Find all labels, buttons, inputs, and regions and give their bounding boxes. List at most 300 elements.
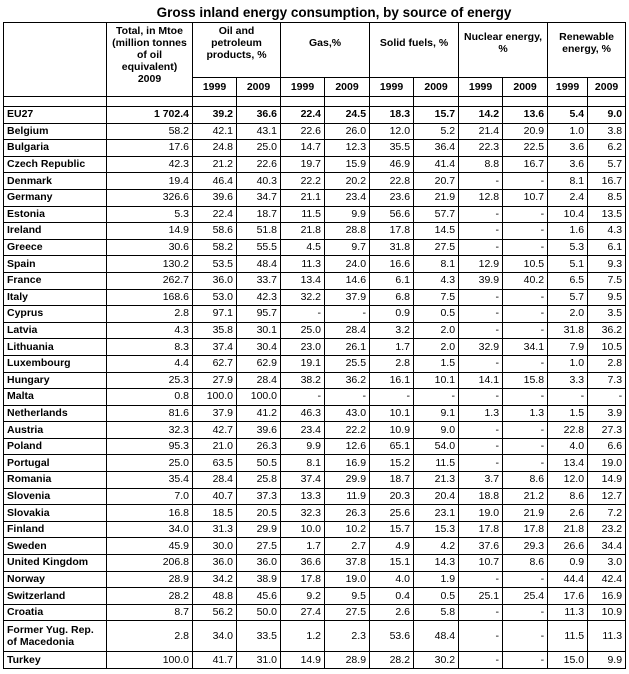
value-cell: - <box>503 306 548 323</box>
value-cell: 1.3 <box>503 405 548 422</box>
value-cell: 14.1 <box>459 372 503 389</box>
value-cell: 17.8 <box>503 521 548 538</box>
table-row <box>4 123 626 140</box>
value-cell: 34.1 <box>503 339 548 356</box>
table-row <box>4 256 626 273</box>
year-header: 1999 <box>193 78 237 97</box>
value-cell: 100.0 <box>107 652 193 669</box>
value-cell: 53.0 <box>193 289 237 306</box>
value-cell: - <box>459 306 503 323</box>
value-cell: 2.8 <box>107 621 193 652</box>
value-cell: 0.4 <box>370 588 414 605</box>
value-cell: 20.7 <box>414 173 459 190</box>
value-cell: 42.7 <box>193 422 237 439</box>
value-cell: 51.8 <box>237 223 281 240</box>
value-cell: 42.4 <box>588 571 626 588</box>
value-cell: 16.9 <box>588 588 626 605</box>
header-oil: Oil and petroleum products, % <box>193 23 281 78</box>
value-cell: 25.0 <box>237 140 281 157</box>
value-cell: - <box>459 322 503 339</box>
value-cell: 28.9 <box>325 652 370 669</box>
table-row <box>4 405 626 422</box>
value-cell: - <box>459 223 503 240</box>
value-cell: 9.9 <box>281 438 325 455</box>
value-cell: 14.9 <box>107 223 193 240</box>
value-cell: 54.0 <box>414 438 459 455</box>
value-cell: 0.5 <box>414 306 459 323</box>
country-cell: EU27 <box>4 107 107 124</box>
value-cell: 1.7 <box>370 339 414 356</box>
country-cell: Czech Republic <box>4 156 107 173</box>
table-row <box>4 173 626 190</box>
country-cell: Switzerland <box>4 588 107 605</box>
value-cell: 2.7 <box>325 538 370 555</box>
value-cell: 8.8 <box>459 156 503 173</box>
value-cell: 22.4 <box>281 107 325 124</box>
value-cell: 28.8 <box>325 223 370 240</box>
value-cell: 8.1 <box>548 173 588 190</box>
value-cell: 1 702.4 <box>107 107 193 124</box>
value-cell: 53.5 <box>193 256 237 273</box>
value-cell: 22.8 <box>548 422 588 439</box>
header-corner-lower <box>4 78 107 97</box>
value-cell: 34.4 <box>588 538 626 555</box>
country-cell: Netherlands <box>4 405 107 422</box>
value-cell: 28.4 <box>193 472 237 489</box>
value-cell: 42.3 <box>237 289 281 306</box>
value-cell: - <box>459 422 503 439</box>
value-cell: 37.8 <box>325 555 370 572</box>
value-cell: - <box>459 355 503 372</box>
table-row <box>4 604 626 621</box>
value-cell: - <box>414 389 459 406</box>
value-cell: 2.0 <box>414 339 459 356</box>
country-cell: Sweden <box>4 538 107 555</box>
value-cell: 16.7 <box>503 156 548 173</box>
value-cell: 9.5 <box>325 588 370 605</box>
value-cell: 28.2 <box>107 588 193 605</box>
country-cell: Malta <box>4 389 107 406</box>
table-row <box>4 621 626 652</box>
value-cell: 32.2 <box>281 289 325 306</box>
value-cell: 15.9 <box>325 156 370 173</box>
value-cell: 4.4 <box>107 355 193 372</box>
value-cell: 8.1 <box>281 455 325 472</box>
value-cell: 1.5 <box>414 355 459 372</box>
value-cell: 12.7 <box>588 488 626 505</box>
value-cell: 11.5 <box>414 455 459 472</box>
table-row <box>4 223 626 240</box>
value-cell: 34.7 <box>237 189 281 206</box>
value-cell: 13.6 <box>503 107 548 124</box>
value-cell: 23.4 <box>281 422 325 439</box>
value-cell: 19.4 <box>107 173 193 190</box>
value-cell: 168.6 <box>107 289 193 306</box>
table-row <box>4 372 626 389</box>
value-cell: 15.8 <box>503 372 548 389</box>
country-cell: Luxembourg <box>4 355 107 372</box>
value-cell: 21.2 <box>503 488 548 505</box>
value-cell: 16.8 <box>107 505 193 522</box>
value-cell: 17.6 <box>548 588 588 605</box>
value-cell: 39.2 <box>193 107 237 124</box>
value-cell: 11.9 <box>325 488 370 505</box>
value-cell: 31.3 <box>193 521 237 538</box>
value-cell: 5.2 <box>414 123 459 140</box>
value-cell: 8.7 <box>107 604 193 621</box>
value-cell: - <box>548 389 588 406</box>
document <box>3 0 625 669</box>
table-row <box>4 156 626 173</box>
value-cell: 3.9 <box>588 405 626 422</box>
value-cell: 36.0 <box>193 272 237 289</box>
value-cell: 17.8 <box>370 223 414 240</box>
value-cell: 28.9 <box>107 571 193 588</box>
value-cell: 20.3 <box>370 488 414 505</box>
value-cell: 26.1 <box>325 339 370 356</box>
value-cell: 5.7 <box>548 289 588 306</box>
value-cell: 3.2 <box>370 322 414 339</box>
value-cell: 2.6 <box>370 604 414 621</box>
value-cell: 31.8 <box>548 322 588 339</box>
value-cell: 18.7 <box>370 472 414 489</box>
value-cell: 2.8 <box>370 355 414 372</box>
country-cell: Croatia <box>4 604 107 621</box>
value-cell: 58.6 <box>193 223 237 240</box>
value-cell: 11.3 <box>281 256 325 273</box>
value-cell: - <box>459 438 503 455</box>
country-cell: Estonia <box>4 206 107 223</box>
value-cell: 14.9 <box>588 472 626 489</box>
value-cell: 23.4 <box>325 189 370 206</box>
value-cell: 37.6 <box>459 538 503 555</box>
value-cell: 8.6 <box>548 488 588 505</box>
value-cell: 1.9 <box>414 571 459 588</box>
value-cell: 12.9 <box>459 256 503 273</box>
value-cell: 43.0 <box>325 405 370 422</box>
value-cell: - <box>459 455 503 472</box>
value-cell: 9.9 <box>588 652 626 669</box>
table-row <box>4 652 626 669</box>
country-cell: United Kingdom <box>4 555 107 572</box>
value-cell: 2.0 <box>548 306 588 323</box>
value-cell: - <box>503 239 548 256</box>
value-cell: 45.9 <box>107 538 193 555</box>
value-cell: 23.6 <box>370 189 414 206</box>
value-cell: 1.6 <box>548 223 588 240</box>
value-cell: 12.8 <box>459 189 503 206</box>
value-cell: 9.9 <box>325 206 370 223</box>
value-cell: 0.9 <box>548 555 588 572</box>
value-cell: 1.3 <box>459 405 503 422</box>
country-cell: Hungary <box>4 372 107 389</box>
value-cell: 39.9 <box>459 272 503 289</box>
value-cell: 27.5 <box>237 538 281 555</box>
year-header: 1999 <box>459 78 503 97</box>
value-cell: 55.5 <box>237 239 281 256</box>
value-cell: 8.6 <box>503 472 548 489</box>
value-cell: 27.5 <box>414 239 459 256</box>
value-cell: 10.5 <box>503 256 548 273</box>
value-cell: 15.2 <box>370 455 414 472</box>
table-row <box>4 455 626 472</box>
value-cell: - <box>281 306 325 323</box>
value-cell: - <box>459 571 503 588</box>
value-cell: 14.2 <box>459 107 503 124</box>
value-cell: 7.0 <box>107 488 193 505</box>
value-cell: - <box>325 389 370 406</box>
value-cell: 6.5 <box>548 272 588 289</box>
country-cell: Slovakia <box>4 505 107 522</box>
value-cell: 22.5 <box>503 140 548 157</box>
table-title: Gross inland energy consumption, by source of energy <box>156 5 512 20</box>
value-cell: 57.7 <box>414 206 459 223</box>
value-cell: 2.4 <box>548 189 588 206</box>
value-cell: 9.5 <box>588 289 626 306</box>
value-cell: 29.9 <box>237 521 281 538</box>
table-row <box>4 438 626 455</box>
table-row <box>4 140 626 157</box>
value-cell: 22.3 <box>459 140 503 157</box>
value-cell: 37.4 <box>281 472 325 489</box>
value-cell: 130.2 <box>107 256 193 273</box>
value-cell: 37.3 <box>237 488 281 505</box>
value-cell: 62.9 <box>237 355 281 372</box>
value-cell: 50.5 <box>237 455 281 472</box>
value-cell: 12.3 <box>325 140 370 157</box>
value-cell: 26.3 <box>237 438 281 455</box>
value-cell: 36.2 <box>588 322 626 339</box>
value-cell: 53.6 <box>370 621 414 652</box>
value-cell: 95.7 <box>237 306 281 323</box>
value-cell: 13.5 <box>588 206 626 223</box>
value-cell: - <box>459 621 503 652</box>
country-cell <box>4 621 107 652</box>
value-cell: 4.2 <box>414 538 459 555</box>
value-cell: 43.1 <box>237 123 281 140</box>
value-cell: 326.6 <box>107 189 193 206</box>
value-cell: 1.7 <box>281 538 325 555</box>
value-cell: 21.8 <box>281 223 325 240</box>
value-cell: 14.9 <box>281 652 325 669</box>
value-cell: - <box>503 223 548 240</box>
value-cell: 62.7 <box>193 355 237 372</box>
value-cell: 1.0 <box>548 123 588 140</box>
value-cell: - <box>281 389 325 406</box>
value-cell: 25.1 <box>459 588 503 605</box>
table-row <box>4 322 626 339</box>
value-cell: 4.0 <box>548 438 588 455</box>
value-cell: - <box>459 289 503 306</box>
value-cell: 25.6 <box>370 505 414 522</box>
value-cell: 15.3 <box>414 521 459 538</box>
year-header: 2009 <box>237 78 281 97</box>
value-cell: 25.5 <box>325 355 370 372</box>
value-cell: 30.2 <box>414 652 459 669</box>
value-cell: 6.6 <box>588 438 626 455</box>
value-cell: 20.9 <box>503 123 548 140</box>
table-row <box>4 555 626 572</box>
value-cell: 14.3 <box>414 555 459 572</box>
value-cell: - <box>459 652 503 669</box>
value-cell: 33.7 <box>237 272 281 289</box>
value-cell: 22.2 <box>325 422 370 439</box>
value-cell: 206.8 <box>107 555 193 572</box>
header-gas: Gas,% <box>281 23 370 78</box>
value-cell: 23.0 <box>281 339 325 356</box>
value-cell: 34.2 <box>193 571 237 588</box>
value-cell: 0.9 <box>370 306 414 323</box>
value-cell: 63.5 <box>193 455 237 472</box>
value-cell: 16.9 <box>325 455 370 472</box>
value-cell: 7.5 <box>414 289 459 306</box>
header-corner <box>4 23 107 78</box>
value-cell: 35.8 <box>193 322 237 339</box>
value-cell: 32.3 <box>281 505 325 522</box>
country-cell: Greece <box>4 239 107 256</box>
table-row <box>4 239 626 256</box>
value-cell: 50.0 <box>237 604 281 621</box>
value-cell: 8.3 <box>107 339 193 356</box>
value-cell: - <box>503 355 548 372</box>
value-cell: 36.6 <box>281 555 325 572</box>
value-cell: 11.5 <box>548 621 588 652</box>
value-cell: 8.6 <box>503 555 548 572</box>
value-cell: - <box>503 322 548 339</box>
value-cell: 7.9 <box>548 339 588 356</box>
value-cell: 9.2 <box>281 588 325 605</box>
value-cell: 26.6 <box>548 538 588 555</box>
value-cell: 81.6 <box>107 405 193 422</box>
value-cell: 37.4 <box>193 339 237 356</box>
value-cell: 30.4 <box>237 339 281 356</box>
value-cell: 37.9 <box>193 405 237 422</box>
value-cell: - <box>503 621 548 652</box>
value-cell: 42.1 <box>193 123 237 140</box>
value-cell: 48.8 <box>193 588 237 605</box>
country-cell: Cyprus <box>4 306 107 323</box>
value-cell: 25.8 <box>237 472 281 489</box>
header-nuclear: Nuclear energy, % <box>459 23 548 78</box>
value-cell: 29.3 <box>503 538 548 555</box>
value-cell: 19.0 <box>325 571 370 588</box>
value-cell: 45.6 <box>237 588 281 605</box>
value-cell: - <box>370 389 414 406</box>
value-cell: 3.6 <box>548 156 588 173</box>
value-cell: - <box>459 239 503 256</box>
value-cell: - <box>503 455 548 472</box>
value-cell: 46.9 <box>370 156 414 173</box>
value-cell: 48.4 <box>237 256 281 273</box>
header-solid: Solid fuels, % <box>370 23 459 78</box>
year-header: 2009 <box>588 78 626 97</box>
country-cell: Poland <box>4 438 107 455</box>
value-cell: 58.2 <box>107 123 193 140</box>
value-cell: 27.9 <box>193 372 237 389</box>
value-cell: 0.5 <box>414 588 459 605</box>
value-cell: 20.4 <box>414 488 459 505</box>
value-cell: 28.4 <box>325 322 370 339</box>
value-cell: 26.0 <box>325 123 370 140</box>
value-cell: 36.0 <box>237 555 281 572</box>
value-cell: 27.4 <box>281 604 325 621</box>
value-cell: 42.3 <box>107 156 193 173</box>
value-cell: 21.4 <box>459 123 503 140</box>
value-cell: 2.0 <box>414 322 459 339</box>
value-cell: 17.8 <box>281 571 325 588</box>
value-cell: 35.4 <box>107 472 193 489</box>
value-cell: 2.8 <box>107 306 193 323</box>
table-row <box>4 538 626 555</box>
energy-table <box>3 22 626 669</box>
value-cell: 0.8 <box>107 389 193 406</box>
value-cell: 25.0 <box>107 455 193 472</box>
value-cell: 39.6 <box>193 189 237 206</box>
value-cell: 6.8 <box>370 289 414 306</box>
value-cell: 34.0 <box>193 621 237 652</box>
value-cell: 1.2 <box>281 621 325 652</box>
value-cell: 65.1 <box>370 438 414 455</box>
value-cell: - <box>459 389 503 406</box>
value-cell: 10.0 <box>281 521 325 538</box>
value-cell: 18.8 <box>459 488 503 505</box>
value-cell: 22.2 <box>281 173 325 190</box>
value-cell: 11.5 <box>281 206 325 223</box>
value-cell: 97.1 <box>193 306 237 323</box>
table-row <box>4 206 626 223</box>
value-cell: 4.0 <box>370 571 414 588</box>
value-cell: 22.8 <box>370 173 414 190</box>
value-cell: 39.6 <box>237 422 281 439</box>
value-cell: 21.1 <box>281 189 325 206</box>
value-cell: 1.0 <box>548 355 588 372</box>
value-cell: - <box>503 604 548 621</box>
country-cell: France <box>4 272 107 289</box>
value-cell: 25.3 <box>107 372 193 389</box>
value-cell: 19.7 <box>281 156 325 173</box>
value-cell: 5.3 <box>548 239 588 256</box>
value-cell: 8.1 <box>414 256 459 273</box>
table-row <box>4 272 626 289</box>
table-row <box>4 571 626 588</box>
value-cell: - <box>503 206 548 223</box>
value-cell: 32.9 <box>459 339 503 356</box>
value-cell: 18.3 <box>370 107 414 124</box>
value-cell: 31.8 <box>370 239 414 256</box>
value-cell: 7.2 <box>588 505 626 522</box>
value-cell: - <box>503 173 548 190</box>
country-cell: Germany <box>4 189 107 206</box>
value-cell: 9.0 <box>588 107 626 124</box>
value-cell: 10.1 <box>370 405 414 422</box>
value-cell: 46.3 <box>281 405 325 422</box>
value-cell: 7.3 <box>588 372 626 389</box>
country-cell: Belgium <box>4 123 107 140</box>
table-row <box>4 107 626 124</box>
value-cell: 3.3 <box>548 372 588 389</box>
value-cell: 11.3 <box>588 621 626 652</box>
value-cell: 95.3 <box>107 438 193 455</box>
value-cell: 7.5 <box>588 272 626 289</box>
value-cell: 30.1 <box>237 322 281 339</box>
value-cell: 24.8 <box>193 140 237 157</box>
table-body <box>4 107 626 669</box>
header-renewable: Renewable energy, % <box>548 23 626 78</box>
table-row <box>4 389 626 406</box>
value-cell: 15.0 <box>548 652 588 669</box>
table-row <box>4 422 626 439</box>
value-cell: - <box>459 604 503 621</box>
